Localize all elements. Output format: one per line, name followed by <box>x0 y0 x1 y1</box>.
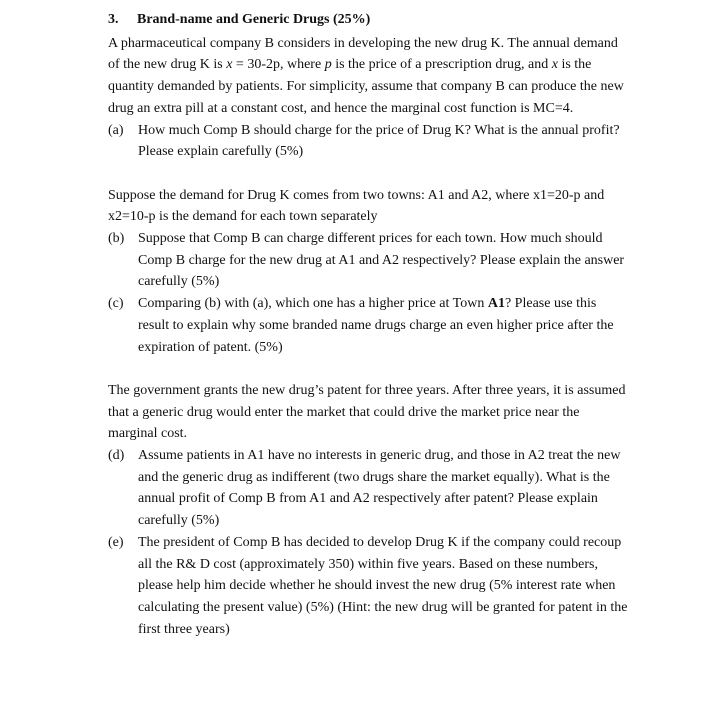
var-p: p <box>324 57 332 73</box>
sub-question-label: (b) <box>108 231 125 247</box>
sub-question-text: The president of Comp B has decided to develop Drug K if the company could recoup all the R& D cost (approximately 350) within five years. Based on these numbers, please help him decide whether he should invest the new drug (5% interest rate when calculating the present value) (5%) (Hint: the new drug will be granted for patent in the first three years) <box>138 534 628 637</box>
sub-question-d <box>108 445 628 532</box>
intro-text-3: is the quantity demanded by patients. For simplicity, assume that company B can produce the new drug an extra pill at a constant cost, and hence the marginal cost function is MC=4. <box>108 57 624 116</box>
var-x: x <box>226 57 233 73</box>
intro-paragraph <box>108 33 628 120</box>
sub-question-text-part: ? Please use this result to explain why some branded name drugs charge an even higher price after the expiration of patent. (5%) <box>138 296 614 355</box>
sub-question-b <box>108 228 628 293</box>
sub-question-label: (c) <box>108 296 124 312</box>
sub-question-text: How much Comp B should charge for the price of Drug K? What is the annual profit? Please explain carefully (5%) <box>138 122 620 160</box>
sub-question-text: Suppose that Comp B can charge different prices for each town. How much should Comp B charge for the new drug at A1 and A2 respectively? Please explain the answer carefully (5%) <box>138 231 625 290</box>
question-heading <box>108 9 628 31</box>
sub-question-text <box>138 293 628 358</box>
towns-paragraph: Suppose the demand for Drug K comes from two towns: A1 and A2, where x1=20-p and x2=10-p is the demand for each town separately <box>108 187 605 225</box>
sub-question-text-part: Comparing (b) with (a), which one has a higher price at Town <box>138 296 488 312</box>
intro-text-1: A pharmaceutical company B considers in developing the new drug K. The annual demand of the new drug K is <box>108 35 618 73</box>
sub-question-c <box>108 293 628 358</box>
patent-paragraph: The government grants the new drug’s patent for three years. After three years, it is assumed that a generic drug would enter the market that could drive the market price near the marginal cost. <box>108 382 626 442</box>
question-title: Brand-name and Generic Drugs (25%) <box>137 12 371 27</box>
question-block <box>108 9 628 640</box>
question-number: 3. <box>108 12 119 27</box>
intro-equation: = 30-2p, where <box>232 57 325 73</box>
var-x-2: x <box>551 57 558 73</box>
spacer <box>108 358 628 380</box>
sub-question-label: (a) <box>108 122 124 138</box>
sub-question-e <box>108 532 628 641</box>
sub-question-text: Assume patients in A1 have no interests in generic drug, and those in A2 treat the new and the generic drug as indifferent (two drugs share the market equally). What is the annual profit of Comp B from A1 and A2 respectively after patent? Please explain carefully (5%) <box>138 448 621 529</box>
spacer <box>108 163 628 185</box>
sub-question-a <box>108 120 628 163</box>
sub-question-label: (d) <box>108 448 125 464</box>
intro-text-2: is the price of a prescription drug, and <box>331 57 552 73</box>
town-a1-bold: A1 <box>487 296 505 312</box>
sub-question-label: (e) <box>108 534 124 550</box>
